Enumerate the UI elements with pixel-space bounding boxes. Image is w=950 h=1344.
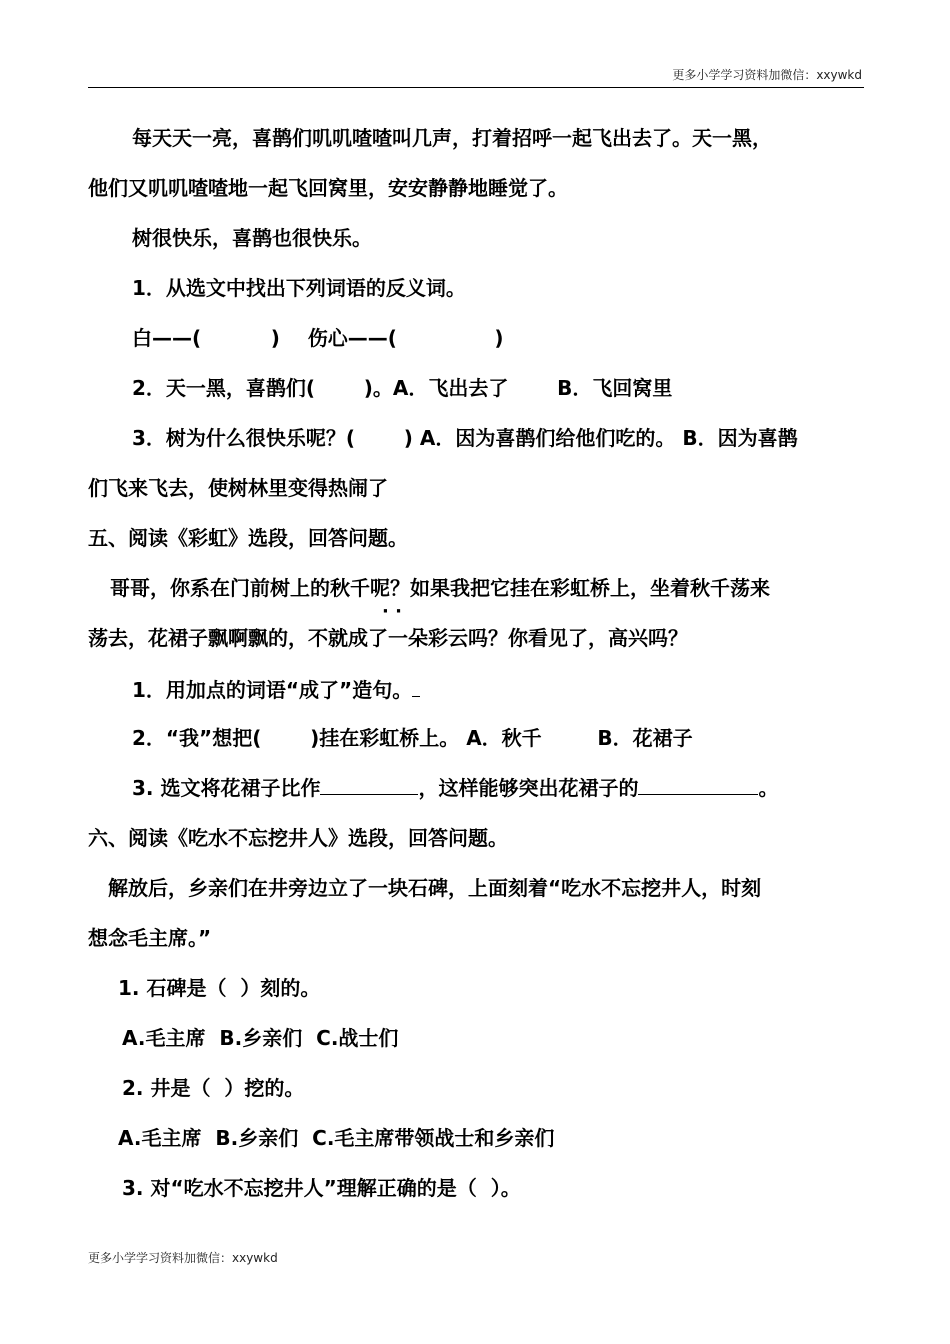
passage4-question-3-line2: 们飞来飞去，使树林里变得热闹了: [88, 476, 388, 500]
section5-passage-line2: 荡去，花裙子飘啊飘的，不就成了一朵彩云吗？你看见了，高兴吗？: [88, 626, 688, 650]
passage4-question-1: 1．从选文中找出下列词语的反义词。: [132, 276, 466, 300]
section6-question-1-options: A.毛主席 B.乡亲们 C.战士们: [122, 1026, 399, 1050]
section6-passage-line2: 想念毛主席。”: [88, 926, 212, 950]
section6-heading: 六、阅读《吃水不忘挖井人》选段，回答问题。: [88, 826, 508, 850]
header-note: 更多小学学习资料加微信：xxywkd: [672, 68, 862, 82]
passage4-para2: 树很快乐，喜鹊也很快乐。: [132, 226, 372, 250]
section5-question-2: 2．“我”想把( )挂在彩虹桥上。 A．秋千 B．花裙子: [132, 726, 693, 750]
section5-question-3-part2: ，这样能够突出花裙子的: [418, 776, 639, 800]
answer-blank-1[interactable]: [320, 774, 418, 795]
section5-passage-line1: 哥哥，你系在门前树上的秋千呢？如果我把它挂在彩虹桥上，坐着秋千荡来: [110, 576, 770, 600]
section5-question-3: [132, 774, 778, 802]
section5-question-3-part3: 。: [758, 776, 779, 800]
section6-question-3: 3. 对“吃水不忘挖井人”理解正确的是（ ）。: [122, 1176, 521, 1200]
section6-question-1: 1. 石碑是（ ）刻的。: [118, 976, 321, 1000]
section6-question-2-options: A.毛主席 B.乡亲们 C.毛主席带领战士和乡亲们: [118, 1126, 555, 1150]
passage4-question-3-line1: 3．树为什么很快乐呢？( ) A．因为喜鹊们给他们吃的。 B．因为喜鹊: [132, 426, 798, 450]
passage4-para1-line2: 他们又叽叽喳喳地一起飞回窝里，安安静静地睡觉了。: [88, 176, 568, 200]
answer-blank-2[interactable]: [638, 774, 758, 795]
section6-passage-line1: 解放后，乡亲们在井旁边立了一块石碑，上面刻着“吃水不忘挖井人，时刻: [108, 876, 762, 900]
passage4-question-1-items: 白——( ) 伤心——( ): [132, 326, 504, 350]
emphasis-dots: · ·: [382, 601, 402, 622]
section5-question-1-text: 1．用加点的词语“成了”造句。: [132, 678, 413, 702]
section5-question-1: [132, 674, 420, 704]
footer-note: 更多小学学习资料加微信：xxywkd: [88, 1251, 278, 1265]
section5-heading: 五、阅读《彩虹》选段，回答问题。: [88, 526, 408, 550]
section6-question-2: 2. 井是（ ）挖的。: [122, 1076, 305, 1100]
passage4-para1-line1: 每天天一亮，喜鹊们叽叽喳喳叫几声，打着招呼一起飞出去了。天一黑，: [132, 126, 772, 150]
section5-question-3-part1: 3. 选文将花裙子比作: [132, 776, 321, 800]
header-divider: [88, 87, 864, 88]
text-cursor-mark: [412, 674, 420, 697]
passage4-question-2: 2．天一黑，喜鹊们( )。A．飞出去了 B．飞回窝里: [132, 376, 673, 400]
